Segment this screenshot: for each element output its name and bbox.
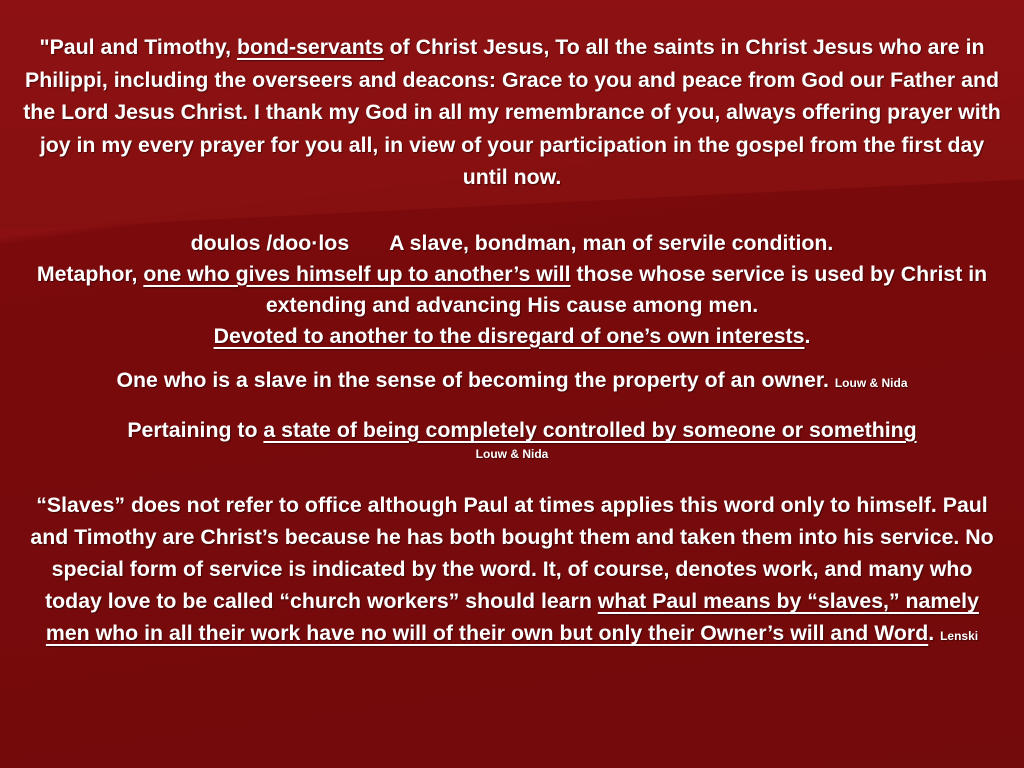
louw-nida-definition-2 bbox=[20, 416, 1024, 445]
metaphor-underlined: one who gives himself up to another’s will bbox=[143, 262, 571, 286]
source-citation: Louw & Nida bbox=[475, 447, 549, 461]
passage-opening: "Paul and Timothy, bbox=[39, 35, 237, 59]
bond-servants-term: bond-servants bbox=[236, 35, 384, 59]
definition-text: A slave, bondman, man of servile condition. bbox=[389, 231, 834, 255]
definition-prefix: Pertaining to bbox=[127, 418, 264, 442]
commentary-end: . bbox=[928, 621, 935, 645]
definition-text: One who is a slave in the sense of becoming the property of an owner. bbox=[116, 368, 835, 392]
commentary-text: “Slaves” does not refer to office although Paul at times applies this word only to himself. Paul and Timothy are Christ’s because he has both bought them and taken them into his service. No special form of service is indicated by the word. It, of course, denotes work, and many who today love to be called “church workers” should learn bbox=[30, 493, 994, 613]
louw-nida-definition-1 bbox=[10, 365, 1014, 399]
commentary-underlined: what Paul means by “slaves,” namely men who in all their work have no will of their own but only their Owner’s will and Word bbox=[45, 589, 979, 645]
metaphor-prefix: Metaphor, bbox=[36, 262, 144, 286]
doulos-definition bbox=[20, 228, 1004, 352]
greek-word: doulos /doo·los bbox=[190, 231, 350, 255]
source-citation: Louw & Nida bbox=[834, 376, 908, 390]
source-citation: Lenski bbox=[940, 629, 979, 643]
scripture-passage bbox=[20, 31, 1004, 194]
lenski-commentary bbox=[30, 489, 994, 652]
passage-text: of Christ Jesus, To all the saints in Christ Jesus who are in Philippi, including the overseers and deacons: Grace to you and peace from God our Father and the Lord Jesus Christ. I thank my God in all my remembrance of you, always offering prayer with joy in my every prayer for you all, in view of your participation in the gospel from the first day until now. bbox=[23, 35, 1001, 189]
devoted-underlined: Devoted to another to the disregard of one’s own interests bbox=[213, 324, 805, 348]
metaphor-text: those whose service is used by Christ in extending and advancing His cause among men. bbox=[265, 262, 988, 317]
definition-underlined: a state of being completely controlled by someone or something bbox=[263, 418, 917, 442]
devoted-end: . bbox=[804, 324, 811, 348]
